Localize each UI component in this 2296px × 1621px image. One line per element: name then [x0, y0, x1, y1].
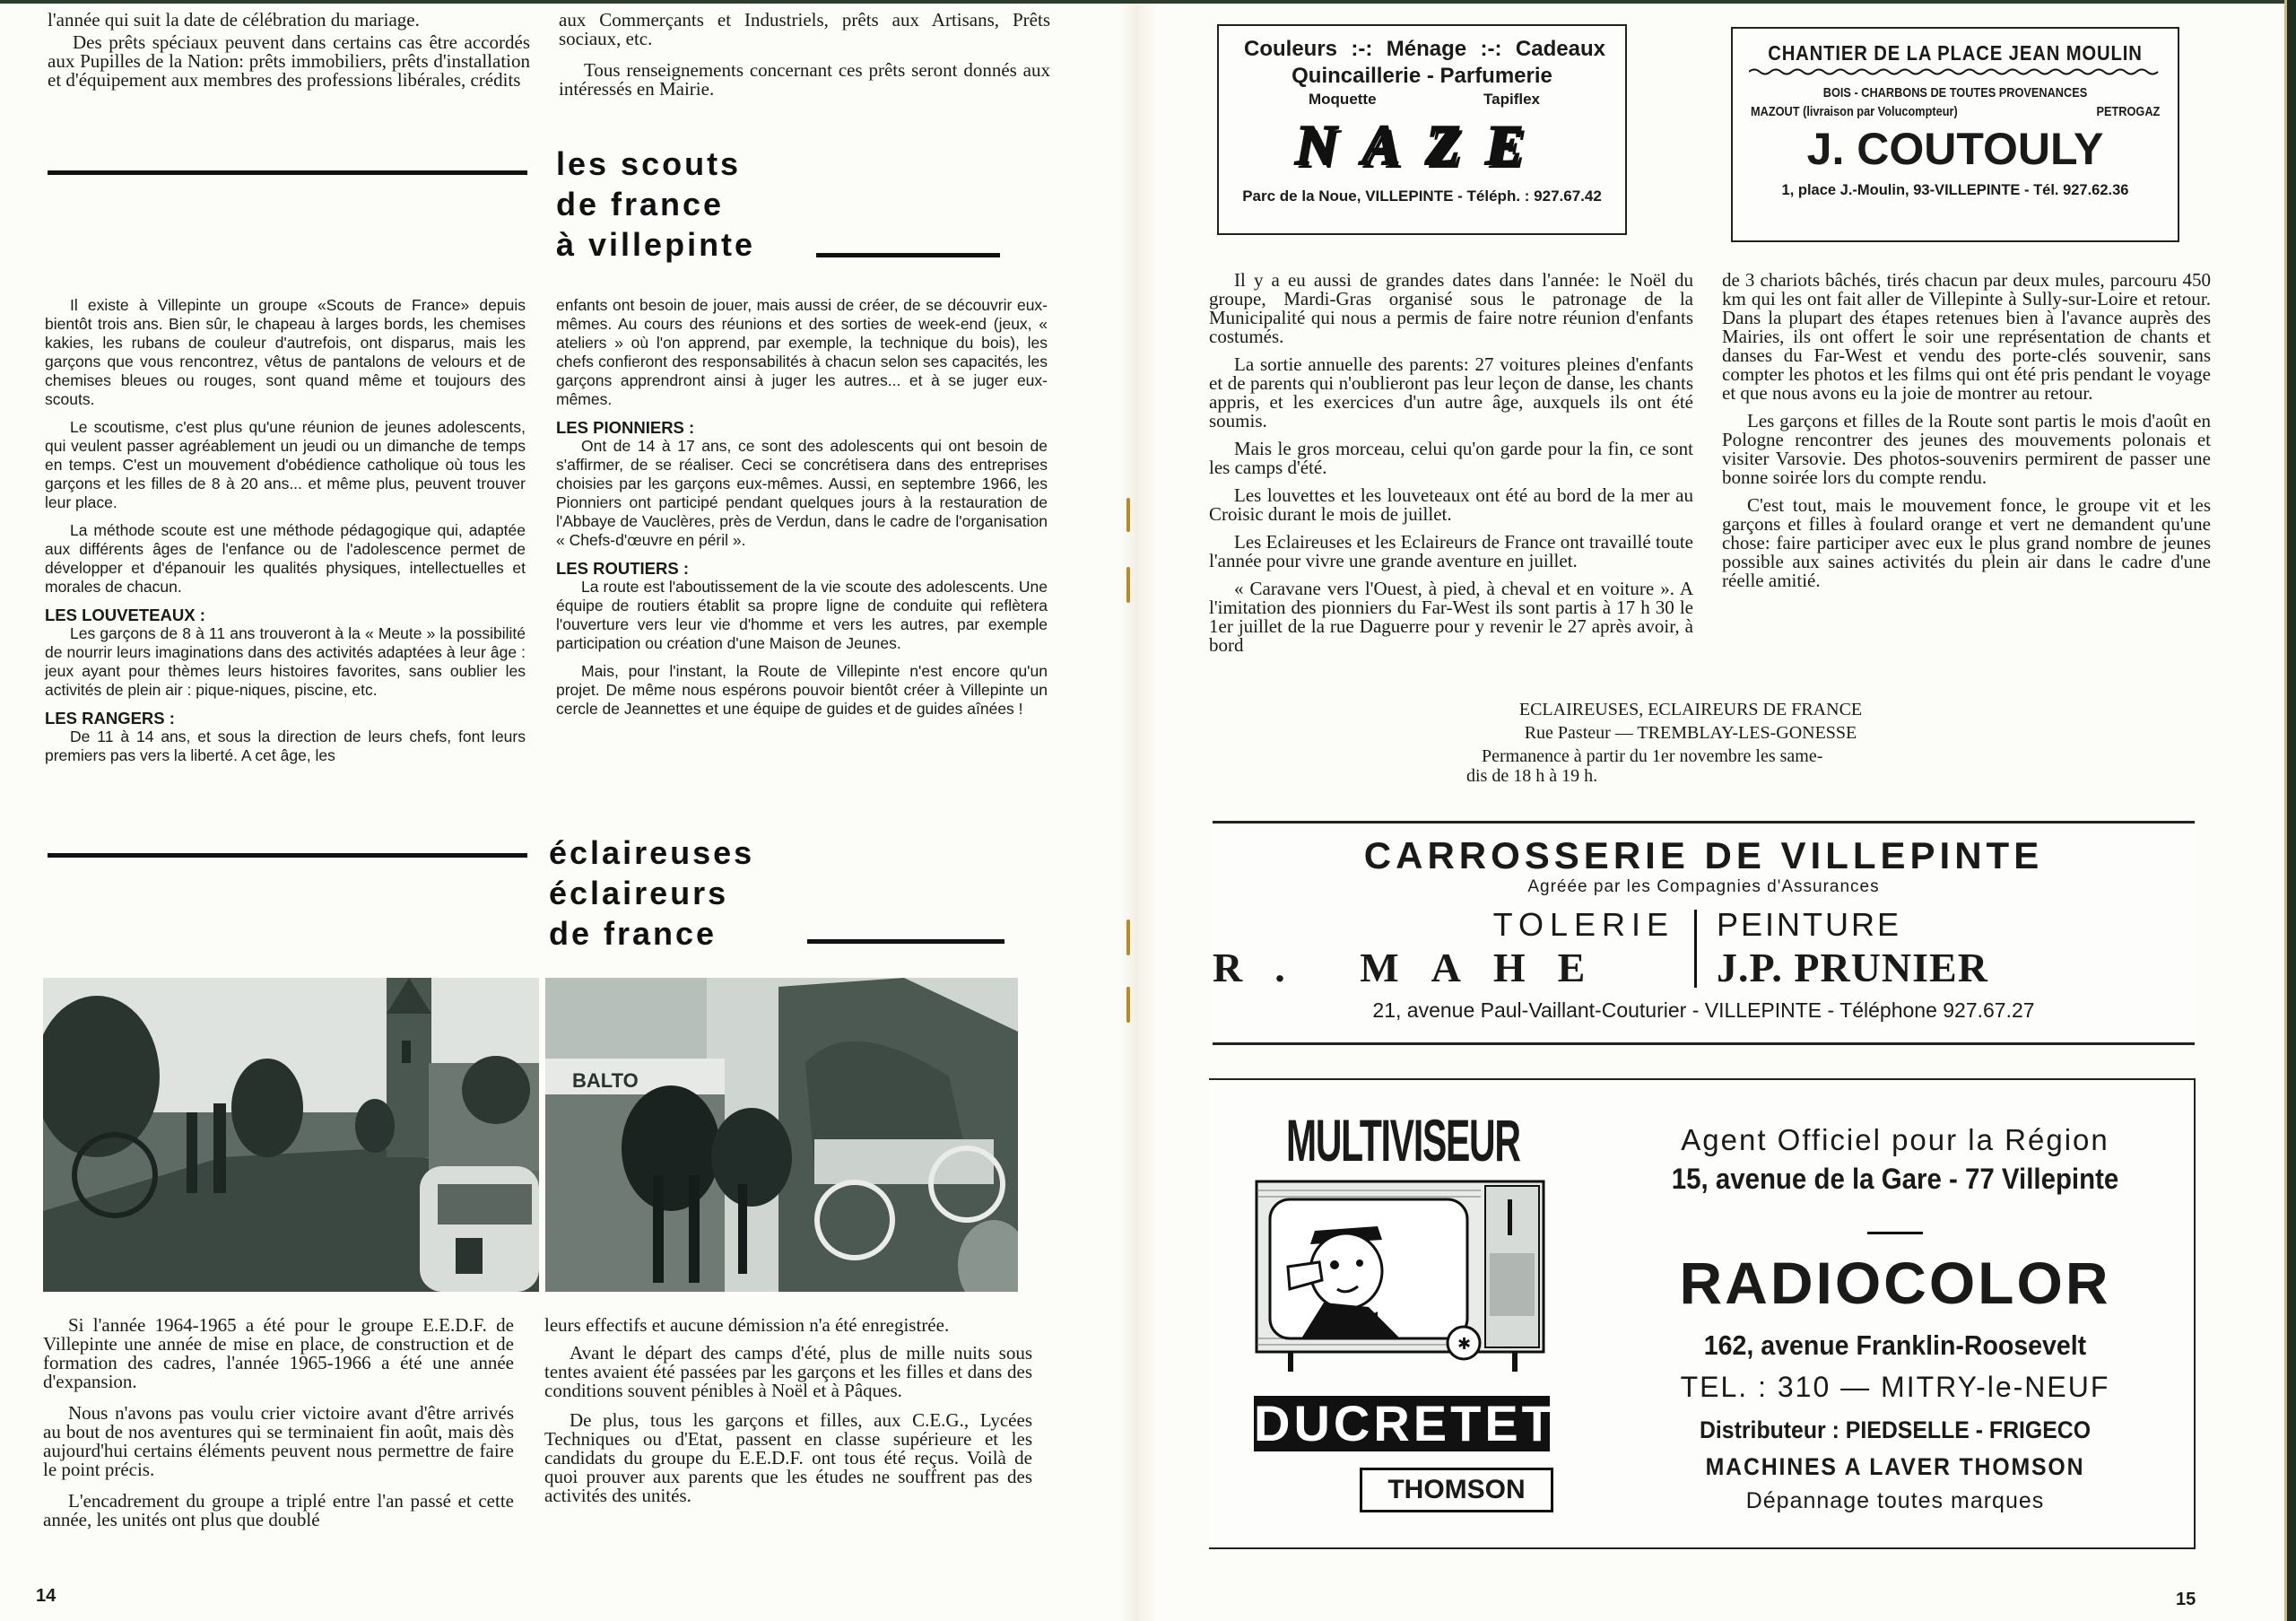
paragraph: C'est tout, mais le mouvement fonce, le groupe vit et les garçons et filles à foulard orange et vert ne demandent qu'une chose: faire participer avec eux le plus grand nombre de jeunes possible aux saines activités du plein air dans le cadre d'une réelle amitié. — [1722, 494, 2211, 591]
paragraph: Des prêts spéciaux peuvent dans certains cas être accordés aux Pupilles de la Nation: prêts immobiliers, prêts d'installation et d'équipement aux membres des professions libérales, crédits — [48, 31, 530, 91]
intro-column-1 — [48, 11, 530, 99]
paragraph: l'année qui suit la date de célébration du mariage. — [48, 9, 420, 31]
paragraph: leurs effectifs et aucune démission n'a été enregistrée. — [544, 1314, 950, 1336]
radiocolor-divider — [1867, 1232, 1923, 1234]
coutouly-address: 1, place J.-Moulin, 93-VILLEPINTE - Tél. 927.62.36 — [1781, 182, 2129, 198]
name-mahe: R. MAHE — [1213, 945, 1618, 990]
carrosserie-address: 21, avenue Paul-Vaillant-Couturier - VILLEPINTE - Téléphone 927.67.27 — [1372, 998, 2035, 1022]
paragraph: Mais, pour l'instant, la Route de Villepinte n'est encore qu'un projet. De même nous espérons pouvoir bientôt créer à Villepinte un cercle de Jeannettes et une équipe de guides et de guides aînées ! — [556, 662, 1048, 718]
paragraph: de 3 chariots bâchés, tirés chacun par deux mules, parcouru 450 km qui les ont fait aller de Villepinte à Sully-sur-Loire et retour. Dans la plupart des étapes retenues bien à l'avance auprès des Mairies, ils ont offert le soir une représentation de chants et danses du Far-West et vendu des porte-clés souvenir, sans compter les photos et les films qui ont été pris pendant le voyage et que nous avons eu la joie de montrer au retour. — [1722, 269, 2211, 404]
agent-line: Agent Officiel pour la Région — [1681, 1123, 2109, 1156]
paragraph: Les garçons et filles de la Route sont partis le mois d'août en Pologne rencontrer des jeunes des mouvements polonais et visiter Varsovie. Des photos-souvenirs permirent de passer une bonne soirée lors du compte rendu. — [1722, 410, 2211, 488]
page-number-right: 15 — [2176, 1590, 2196, 1609]
eedf-headline: éclaireuses éclaireurs de france — [549, 834, 755, 952]
paragraph: La route est l'aboutissement de la vie scoute des adolescents. Une équipe de routiers établit sa propre ligne de conduite qui reflètera l'ouverture vers leur vie d'homme et vers les autres, par exemple participation ou création d'une Maison de Jeunes. — [556, 578, 1048, 652]
signature-address: Rue Pasteur — TREMBLAY-LES-GONESSE — [1524, 723, 1857, 743]
naze-line-2: Quincaillerie - Parfumerie — [1292, 64, 1552, 88]
carrosserie-title: CARROSSERIE DE VILLEPINTE — [1363, 834, 2044, 876]
naze-line-3: Moquette Tapiflex — [1309, 91, 1540, 108]
section-subheading: LES LOUVETEAUX : — [45, 606, 205, 624]
staple-bottom — [1126, 919, 1130, 955]
multiviseur-title: MULTIVISEUR — [1286, 1107, 1520, 1173]
naze-address: Parc de la Noue, VILLEPINTE - Téléph. : 927.67.42 — [1242, 187, 1602, 205]
television-illustration-icon — [1252, 1177, 1548, 1383]
coutouly-header: CHANTIER DE LA PLACE JEAN MOULIN — [1768, 41, 2143, 65]
naze-line-1: Couleurs :-: Ménage :-: Cadeaux — [1244, 37, 1605, 61]
radiocolor-brand: RADIOCOLOR — [1679, 1250, 2111, 1316]
section-rule — [48, 170, 527, 175]
radiocolor-text — [1604, 1080, 2187, 1514]
paragraph: « Caravane vers l'Ouest, à pied, à cheval et en voiture ». A l'imitation des pionniers du Far-West ils sont partis à 17 h 30 le 1er juillet de la rue Daguerre pour y revenir le 27 après avoir, à bord — [1209, 578, 1693, 656]
intro-column-2 — [559, 11, 1050, 108]
trade-peinture: PEINTURE — [1717, 906, 1902, 943]
headline-rule-2 — [807, 939, 1004, 944]
paragraph: L'encadrement du groupe a triplé entre l'an passé et cette année, les unités ont plus que doublé — [43, 1490, 514, 1530]
headline-rule — [816, 253, 1000, 257]
coutouly-line-1: BOIS - CHARBONS DE TOUTES PROVENANCES — [1822, 85, 2088, 100]
radiocolor-tel: TEL. : 310 — MITRY-le-NEUF — [1680, 1371, 2110, 1403]
paragraph: Nous n'avons pas voulu crier victoire avant d'être arrivés au bout de nos aventures qui se terminaient fin août, mais dès aujourd'hui certains éléments peuvent nous permettre de faire le point précis. — [43, 1402, 514, 1480]
radiocolor-repair: Dépannage toutes marques — [1745, 1488, 2045, 1513]
photo-wagons-church — [43, 978, 539, 1292]
paragraph: De plus, tous les garçons et filles, aux C.E.G., Lycées Techniques ou d'Etat, passent en classe supérieure et les candidats du groupe du E.E.D.F. ont tous été reçus. Voilà de quoi prouver aux parents que les études ne souffrent pas des activités des unités. — [544, 1409, 1032, 1506]
paragraph: Il existe à Villepinte un groupe «Scouts de France» depuis bientôt trois ans. Bien sûr, le chapeau à larges bords, les chemises kakies, les rubans de couleur d'autrefois, ont disparus, mais les garçons que vous rencontrez, vêtus de pantalons de velours et de chemises bleues ou rouges, sont quand même et toujours des scouts. — [45, 296, 526, 408]
carrosserie-subtitle: Agréée par les Compagnies d'Assurances — [1527, 877, 1880, 896]
paragraph: Le scoutisme, c'est plus qu'une réunion de jeunes adolescents, qui veulent passer agréablement un jeudi ou un dimanche de temps en temps. C'est un mouvement d'obédience catholique où tous les garçons et les filles de 8 à 20 ans... et même plus, peuvent trouver leur place. — [45, 418, 526, 511]
signature-org: ECLAIREUSES, ECLAIREURS DE FRANCE — [1518, 700, 1863, 719]
radiocolor-machines: MACHINES A LAVER THOMSON — [1705, 1453, 2085, 1480]
coutouly-line-2: MAZOUT (livraison par Volucompteur) PETROGAZ — [1751, 104, 2160, 119]
paragraph: De 11 à 14 ans, et sous la direction de leurs chefs, font leurs premiers pas vers la liberté. A cet âge, les — [45, 728, 526, 764]
paragraph: Il y a eu aussi de grandes dates dans l'année: le Noël du groupe, Mardi-Gras organisé sous le patronage de la Municipalité qui nous a permis de faire notre réunion d'enfants costumés. — [1209, 269, 1693, 347]
binding-gutter — [1121, 0, 1157, 1621]
signature-hours-1: Permanence à partir du 1er novembre les same- — [1482, 746, 1823, 766]
scouts-column-2 — [556, 296, 1048, 728]
agent-address: 15, avenue de la Gare - 77 Villepinte — [1671, 1163, 2119, 1195]
eedf-column-2 — [544, 1316, 1032, 1514]
eedf-continued-column-2 — [1722, 271, 2211, 599]
name-prunier: J.P. PRUNIER — [1717, 945, 1988, 990]
thomson-logo: THOMSON — [1360, 1468, 1553, 1512]
ad-carrosserie — [1213, 821, 2195, 1045]
ducretet-logo: DUCRETET — [1254, 1395, 1556, 1451]
section-subheading: LES PIONNIERS : — [556, 418, 695, 437]
section-rule-2 — [48, 853, 527, 858]
naze-brand-logo: NAZE — [1295, 113, 1549, 177]
staple-top-2 — [1126, 567, 1130, 603]
paragraph: Les Eclaireuses et les Eclaireurs de France ont travaillé toute l'année pour vivre une grande aventure en juillet. — [1209, 531, 1693, 571]
paragraph: La méthode scoute est une méthode pédagogique qui, adaptée aux différents âges de l'enfance ou de l'adolescence permet de développer et d'épanouir les qualités physiques, intellectuelles et morales de chacun. — [45, 521, 526, 596]
scouts-headline: les scouts de france à villepinte — [556, 145, 756, 263]
svg-text:✱: ✱ — [1457, 1335, 1472, 1354]
carrosserie-trades — [1213, 906, 2195, 991]
coutouly-brand: J. COUTOULY — [1806, 124, 2104, 174]
paragraph: Les louvettes et les louveteaux ont été au bord de la mer au Croisic durant le mois de juillet. — [1209, 484, 1693, 525]
page-right-edge — [2284, 0, 2296, 1621]
radiocolor-address: 162, avenue Franklin-Roosevelt — [1703, 1329, 2087, 1361]
paragraph: Mais le gros morceau, celui qu'on garde pour la fin, ce sont les camps d'été. — [1209, 438, 1693, 478]
paragraph: Si l'année 1964-1965 a été pour le groupe E.E.D.F. de Villepinte une année de mise en place, de construction et de formation des cadres, l'année 1965-1966 a été une année d'expansion. — [43, 1314, 514, 1392]
paragraph: La sortie annuelle des parents: 27 voitures pleines d'enfants et de parents qui n'oublieront pas leur leçon de danse, les chants appris, et les exercices d'un autre âge, auxquels ils ont été soumis. — [1209, 353, 1693, 431]
page-number-left: 14 — [36, 1586, 57, 1606]
paragraph: Tous renseignements concernant ces prêts seront donnés aux intéressés en Mairie. — [559, 59, 1050, 100]
staple-bottom-2 — [1126, 987, 1130, 1023]
ad-radiocolor — [1209, 1078, 2196, 1549]
paragraph: Avant le départ des camps d'été, plus de mille nuits sous tentes avaient été passées par les garçons et les filles et dans des conditions souvent pénibles à Noël et à Pâques. — [544, 1342, 1032, 1401]
balto-sign: BALTO — [572, 1069, 639, 1092]
staple-top — [1126, 498, 1130, 532]
ad-naze — [1217, 24, 1627, 235]
paragraph: aux Commerçants et Industriels, prêts aux Artisans, Prêts sociaux, etc. — [559, 9, 1050, 49]
paragraph: Les garçons de 8 à 11 ans trouveront à la « Meute » la possibilité de nourrir leurs imaginations dans des activités adaptées à leur âge : jeux ayant pour thèmes leurs histoires favorites, sans oublier les activités de plein air : pique-niques, piscine, etc. — [45, 624, 526, 699]
section-subheading: LES RANGERS : — [45, 709, 175, 728]
section-subheading: LES ROUTIERS : — [556, 559, 690, 578]
paragraph: Ont de 14 à 17 ans, ce sont des adolescents qui ont besoin de s'affirmer, de se réaliser. Ceci se concrétisera dans des entreprises choisies par les garçons eux-mêmes. Aussi, en septembre 1966, les Pionniers ont participé pendant quelques jours à la restauration de l'Abbaye de Vauclères, près de Verdun, dans le cadre de l'organisation « Chefs-d'œuvre en péril ». — [556, 437, 1048, 549]
eedf-column-1 — [43, 1316, 514, 1538]
eedf-signature — [1439, 700, 1942, 786]
trade-tolerie: TOLERIE — [1492, 906, 1674, 943]
scouts-column-1 — [45, 296, 526, 774]
radiocolor-distributor: Distributeur : PIEDSELLE - FRIGECO — [1699, 1416, 2092, 1443]
eedf-continued-column-1 — [1209, 271, 1693, 664]
photo-wagon-balto — [545, 978, 1018, 1292]
wavy-divider-icon — [1749, 67, 2161, 76]
signature-hours-2: dis de 18 h à 19 h. — [1466, 766, 1598, 786]
multiviseur-graphic — [1218, 1080, 1577, 1547]
paragraph: enfants ont besoin de jouer, mais aussi de créer, de se découvrir eux-mêmes. Au cours des réunions et des sorties de week-end (jeux, « ateliers » où l'on apprend, par exemple, la technique du bois), les chefs confieront des responsabilités à chacun selon ses capacités, les garçons apprendront ainsi à juger les autres... et à se juger eux-mêmes. — [556, 296, 1048, 408]
ad-coutouly — [1731, 27, 2179, 242]
page-top-edge — [0, 0, 2296, 4]
